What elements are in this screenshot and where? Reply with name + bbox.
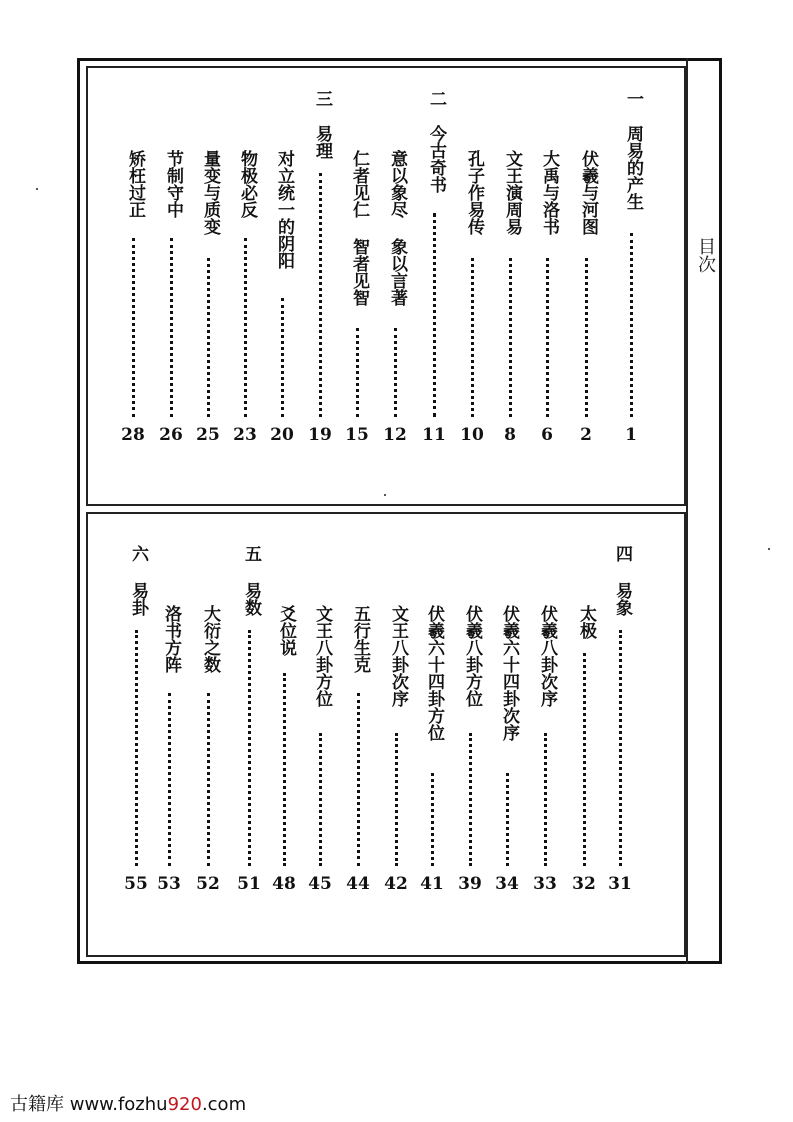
page-number: 12 — [383, 425, 407, 445]
page-number: 26 — [159, 425, 183, 445]
chapter-title[interactable]: 周易的产生 — [623, 125, 643, 210]
section-title[interactable]: 洛书方阵 — [161, 605, 181, 673]
page-number: 25 — [196, 425, 220, 445]
chapter-title[interactable]: 易数 — [241, 582, 261, 616]
dot-leader — [168, 693, 174, 866]
dot-leader — [431, 773, 437, 866]
section-title[interactable]: 大衍之数 — [200, 605, 220, 673]
chapter-number: 一 — [623, 90, 643, 107]
section-title[interactable]: 五行生克 — [350, 605, 370, 673]
section-title[interactable]: 伏羲六十四卦次序 — [499, 605, 519, 741]
page-number: 32 — [572, 874, 596, 894]
section-title[interactable]: 矫枉过正 — [125, 150, 145, 218]
chapter-number: 六 — [128, 545, 148, 562]
dot-leader — [244, 238, 250, 417]
dot-leader — [585, 258, 591, 417]
page-number: 8 — [504, 425, 516, 445]
dot-leader — [357, 693, 363, 866]
dot-leader — [207, 693, 213, 866]
dot-leader — [283, 673, 289, 866]
frame-divider — [686, 58, 688, 964]
chapter-number: 三 — [312, 90, 332, 107]
chapter-title[interactable]: 易卦 — [128, 582, 148, 616]
page-number: 48 — [272, 874, 296, 894]
section-title[interactable]: 文王八卦次序 — [388, 605, 408, 707]
section-title[interactable]: 伏羲八卦次序 — [537, 605, 557, 707]
toc-title: 目次 — [695, 237, 716, 273]
page-number: 28 — [121, 425, 145, 445]
section-title[interactable]: 伏羲与河图 — [578, 150, 598, 235]
section-title[interactable]: 仁者见仁 智者见智 — [349, 150, 369, 306]
dot-leader — [248, 630, 254, 866]
dot-leader — [319, 733, 325, 866]
page-number: 15 — [345, 425, 369, 445]
section-title[interactable]: 文王八卦方位 — [312, 605, 332, 707]
scan-speck — [36, 188, 38, 190]
section-title[interactable]: 伏羲八卦方位 — [462, 605, 482, 707]
dot-leader — [394, 328, 400, 417]
page-number: 33 — [533, 874, 557, 894]
dot-leader — [471, 258, 477, 417]
section-title[interactable]: 太极 — [576, 605, 596, 639]
page-number: 19 — [308, 425, 332, 445]
dot-leader — [135, 630, 141, 866]
chapter-title[interactable]: 今古奇书 — [426, 125, 446, 193]
page-number: 10 — [460, 425, 484, 445]
page-number: 39 — [458, 874, 482, 894]
page-number: 41 — [420, 874, 444, 894]
dot-leader — [356, 328, 362, 417]
section-title[interactable]: 节制守中 — [163, 150, 183, 218]
dot-leader — [619, 630, 625, 866]
dot-leader — [207, 258, 213, 417]
section-title[interactable]: 物极必反 — [237, 150, 257, 218]
page-number: 23 — [233, 425, 257, 445]
page-number: 52 — [196, 874, 220, 894]
dot-leader — [170, 238, 176, 417]
dot-leader — [433, 213, 439, 417]
page-number: 31 — [608, 874, 632, 894]
scan-speck — [384, 494, 386, 496]
section-title[interactable]: 伏羲六十四卦方位 — [424, 605, 444, 741]
chapter-title[interactable]: 易象 — [612, 582, 632, 616]
page-number: 11 — [422, 425, 446, 445]
dot-leader — [132, 238, 138, 417]
page-number: 6 — [541, 425, 553, 445]
section-title[interactable]: 量变与质变 — [200, 150, 220, 235]
section-title[interactable]: 意以象尽 象以言著 — [387, 150, 407, 306]
section-title[interactable]: 对立统一的阴阳 — [274, 150, 294, 269]
page-number: 20 — [270, 425, 294, 445]
chapter-title[interactable]: 易理 — [312, 125, 332, 159]
page-number: 1 — [625, 425, 637, 445]
dot-leader — [469, 733, 475, 866]
page-number: 42 — [384, 874, 408, 894]
section-title[interactable]: 文王演周易 — [502, 150, 522, 235]
dot-leader — [509, 258, 515, 417]
page-number: 55 — [124, 874, 148, 894]
section-title[interactable]: 大禹与洛书 — [539, 150, 559, 235]
page-number: 51 — [237, 874, 261, 894]
dot-leader — [630, 233, 636, 417]
section-title[interactable]: 爻位说 — [276, 605, 296, 656]
scan-speck — [768, 548, 770, 550]
page-number: 2 — [580, 425, 592, 445]
chapter-number: 四 — [612, 545, 632, 562]
chapter-number: 五 — [241, 545, 261, 562]
dot-leader — [506, 773, 512, 866]
dot-leader — [544, 733, 550, 866]
footer-watermark: 古籍库 www.fozhu920.com — [10, 1094, 247, 1115]
chapter-number: 二 — [426, 90, 446, 107]
dot-leader — [546, 258, 552, 417]
dot-leader — [319, 173, 325, 417]
page-number: 34 — [495, 874, 519, 894]
page-number: 44 — [346, 874, 370, 894]
page-number: 45 — [308, 874, 332, 894]
dot-leader — [281, 298, 287, 417]
section-title[interactable]: 孔子作易传 — [464, 150, 484, 235]
dot-leader — [395, 733, 401, 866]
dot-leader — [583, 653, 589, 866]
page-number: 53 — [157, 874, 181, 894]
